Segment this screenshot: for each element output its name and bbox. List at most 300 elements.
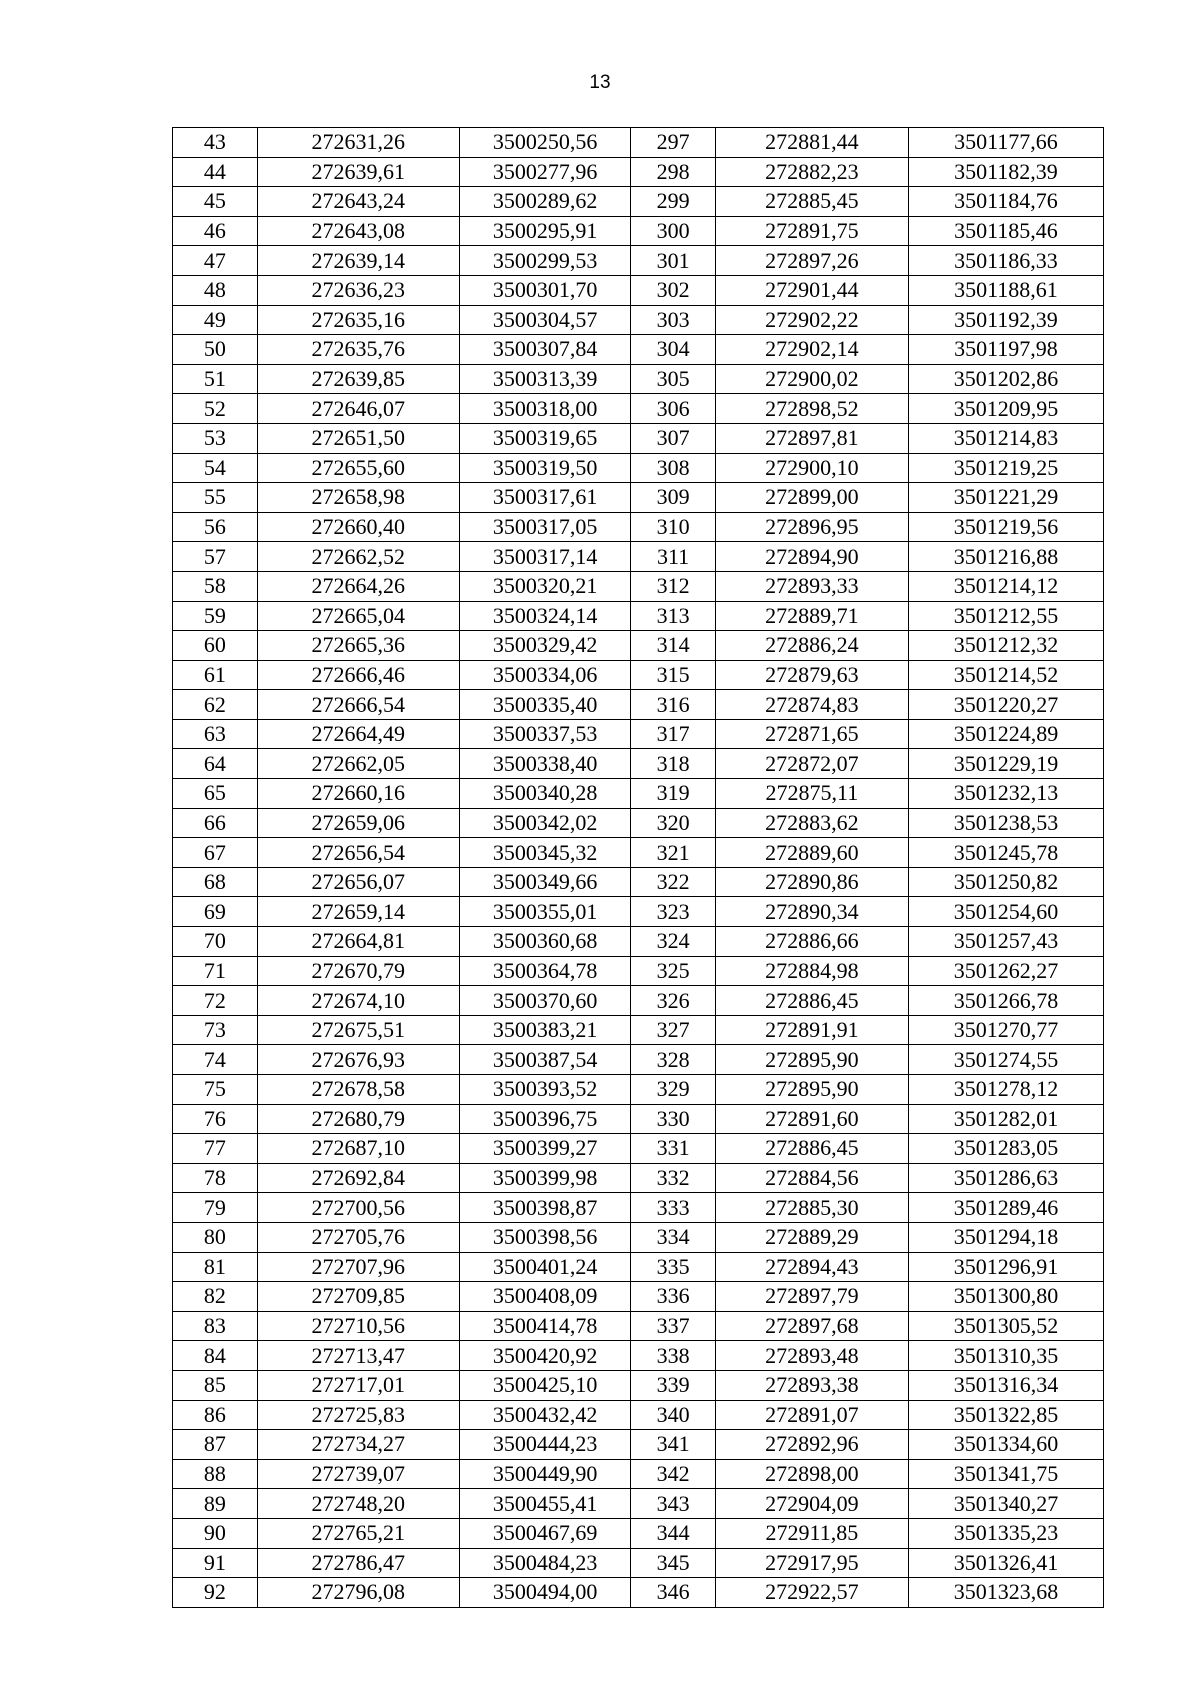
point-number-cell: 87 — [173, 1430, 258, 1460]
y-coordinate-cell: 3501296,91 — [908, 1252, 1103, 1282]
point-number-cell: 329 — [631, 1075, 716, 1105]
table-row — [173, 1134, 1104, 1164]
point-number-cell: 325 — [631, 956, 716, 986]
y-coordinate-cell: 3500295,91 — [459, 216, 630, 246]
x-coordinate-cell: 272680,79 — [257, 1104, 459, 1134]
coordinates-table — [172, 127, 1104, 1608]
x-coordinate-cell: 272894,90 — [715, 542, 908, 572]
y-coordinate-cell: 3501278,12 — [908, 1075, 1103, 1105]
x-coordinate-cell: 272705,76 — [257, 1222, 459, 1252]
x-coordinate-cell: 272646,07 — [257, 394, 459, 424]
y-coordinate-cell: 3500393,52 — [459, 1075, 630, 1105]
x-coordinate-cell: 272639,61 — [257, 157, 459, 187]
point-number-cell: 342 — [631, 1459, 716, 1489]
table-row — [173, 364, 1104, 394]
point-number-cell: 83 — [173, 1311, 258, 1341]
y-coordinate-cell: 3501221,29 — [908, 483, 1103, 513]
table-row — [173, 986, 1104, 1016]
point-number-cell: 91 — [173, 1548, 258, 1578]
x-coordinate-cell: 272786,47 — [257, 1548, 459, 1578]
point-number-cell: 323 — [631, 897, 716, 927]
point-number-cell: 312 — [631, 571, 716, 601]
x-coordinate-cell: 272796,08 — [257, 1578, 459, 1608]
table-row — [173, 542, 1104, 572]
x-coordinate-cell: 272670,79 — [257, 956, 459, 986]
table-row — [173, 187, 1104, 217]
point-number-cell: 317 — [631, 719, 716, 749]
y-coordinate-cell: 3500364,78 — [459, 956, 630, 986]
point-number-cell: 330 — [631, 1104, 716, 1134]
x-coordinate-cell: 272664,26 — [257, 571, 459, 601]
y-coordinate-cell: 3501335,23 — [908, 1518, 1103, 1548]
y-coordinate-cell: 3501209,95 — [908, 394, 1103, 424]
point-number-cell: 345 — [631, 1548, 716, 1578]
x-coordinate-cell: 272890,34 — [715, 897, 908, 927]
x-coordinate-cell: 272656,54 — [257, 838, 459, 868]
point-number-cell: 337 — [631, 1311, 716, 1341]
y-coordinate-cell: 3501184,76 — [908, 187, 1103, 217]
point-number-cell: 298 — [631, 157, 716, 187]
y-coordinate-cell: 3501232,13 — [908, 779, 1103, 809]
x-coordinate-cell: 272871,65 — [715, 719, 908, 749]
point-number-cell: 335 — [631, 1252, 716, 1282]
x-coordinate-cell: 272639,14 — [257, 246, 459, 276]
point-number-cell: 318 — [631, 749, 716, 779]
x-coordinate-cell: 272917,95 — [715, 1548, 908, 1578]
x-coordinate-cell: 272874,83 — [715, 690, 908, 720]
point-number-cell: 58 — [173, 571, 258, 601]
y-coordinate-cell: 3500250,56 — [459, 128, 630, 158]
y-coordinate-cell: 3501286,63 — [908, 1163, 1103, 1193]
y-coordinate-cell: 3500277,96 — [459, 157, 630, 187]
coordinates-table-body — [173, 128, 1104, 1608]
point-number-cell: 334 — [631, 1222, 716, 1252]
point-number-cell: 326 — [631, 986, 716, 1016]
x-coordinate-cell: 272922,57 — [715, 1578, 908, 1608]
table-row — [173, 1370, 1104, 1400]
x-coordinate-cell: 272889,71 — [715, 601, 908, 631]
x-coordinate-cell: 272890,86 — [715, 867, 908, 897]
table-row — [173, 867, 1104, 897]
point-number-cell: 301 — [631, 246, 716, 276]
x-coordinate-cell: 272901,44 — [715, 275, 908, 305]
y-coordinate-cell: 3501283,05 — [908, 1134, 1103, 1164]
point-number-cell: 336 — [631, 1282, 716, 1312]
point-number-cell: 73 — [173, 1015, 258, 1045]
x-coordinate-cell: 272739,07 — [257, 1459, 459, 1489]
point-number-cell: 67 — [173, 838, 258, 868]
table-row — [173, 1075, 1104, 1105]
y-coordinate-cell: 3500355,01 — [459, 897, 630, 927]
y-coordinate-cell: 3501270,77 — [908, 1015, 1103, 1045]
y-coordinate-cell: 3500432,42 — [459, 1400, 630, 1430]
y-coordinate-cell: 3501197,98 — [908, 335, 1103, 365]
point-number-cell: 50 — [173, 335, 258, 365]
y-coordinate-cell: 3501212,32 — [908, 631, 1103, 661]
table-row — [173, 305, 1104, 335]
point-number-cell: 65 — [173, 779, 258, 809]
x-coordinate-cell: 272713,47 — [257, 1341, 459, 1371]
point-number-cell: 51 — [173, 364, 258, 394]
point-number-cell: 77 — [173, 1134, 258, 1164]
point-number-cell: 328 — [631, 1045, 716, 1075]
y-coordinate-cell: 3501214,52 — [908, 660, 1103, 690]
x-coordinate-cell: 272897,68 — [715, 1311, 908, 1341]
x-coordinate-cell: 272891,07 — [715, 1400, 908, 1430]
x-coordinate-cell: 272882,23 — [715, 157, 908, 187]
y-coordinate-cell: 3501250,82 — [908, 867, 1103, 897]
y-coordinate-cell: 3500317,05 — [459, 512, 630, 542]
table-row — [173, 1252, 1104, 1282]
point-number-cell: 88 — [173, 1459, 258, 1489]
table-row — [173, 719, 1104, 749]
x-coordinate-cell: 272895,90 — [715, 1045, 908, 1075]
point-number-cell: 78 — [173, 1163, 258, 1193]
point-number-cell: 315 — [631, 660, 716, 690]
table-row — [173, 128, 1104, 158]
x-coordinate-cell: 272898,00 — [715, 1459, 908, 1489]
point-number-cell: 74 — [173, 1045, 258, 1075]
x-coordinate-cell: 272893,48 — [715, 1341, 908, 1371]
point-number-cell: 300 — [631, 216, 716, 246]
y-coordinate-cell: 3501214,83 — [908, 423, 1103, 453]
x-coordinate-cell: 272879,63 — [715, 660, 908, 690]
x-coordinate-cell: 272664,49 — [257, 719, 459, 749]
y-coordinate-cell: 3500301,70 — [459, 275, 630, 305]
x-coordinate-cell: 272710,56 — [257, 1311, 459, 1341]
x-coordinate-cell: 272674,10 — [257, 986, 459, 1016]
point-number-cell: 327 — [631, 1015, 716, 1045]
point-number-cell: 45 — [173, 187, 258, 217]
x-coordinate-cell: 272734,27 — [257, 1430, 459, 1460]
x-coordinate-cell: 272891,60 — [715, 1104, 908, 1134]
point-number-cell: 303 — [631, 305, 716, 335]
y-coordinate-cell: 3501192,39 — [908, 305, 1103, 335]
y-coordinate-cell: 3500467,69 — [459, 1518, 630, 1548]
point-number-cell: 49 — [173, 305, 258, 335]
x-coordinate-cell: 272884,56 — [715, 1163, 908, 1193]
y-coordinate-cell: 3500401,24 — [459, 1252, 630, 1282]
table-row — [173, 1311, 1104, 1341]
x-coordinate-cell: 272899,00 — [715, 483, 908, 513]
x-coordinate-cell: 272881,44 — [715, 128, 908, 158]
x-coordinate-cell: 272893,38 — [715, 1370, 908, 1400]
y-coordinate-cell: 3500304,57 — [459, 305, 630, 335]
x-coordinate-cell: 272900,10 — [715, 453, 908, 483]
point-number-cell: 80 — [173, 1222, 258, 1252]
table-row — [173, 749, 1104, 779]
table-row — [173, 1163, 1104, 1193]
y-coordinate-cell: 3501323,68 — [908, 1578, 1103, 1608]
y-coordinate-cell: 3500360,68 — [459, 927, 630, 957]
point-number-cell: 54 — [173, 453, 258, 483]
x-coordinate-cell: 272707,96 — [257, 1252, 459, 1282]
point-number-cell: 311 — [631, 542, 716, 572]
table-row — [173, 1282, 1104, 1312]
y-coordinate-cell: 3500444,23 — [459, 1430, 630, 1460]
x-coordinate-cell: 272639,85 — [257, 364, 459, 394]
y-coordinate-cell: 3500340,28 — [459, 779, 630, 809]
x-coordinate-cell: 272883,62 — [715, 808, 908, 838]
x-coordinate-cell: 272651,50 — [257, 423, 459, 453]
point-number-cell: 57 — [173, 542, 258, 572]
y-coordinate-cell: 3501202,86 — [908, 364, 1103, 394]
y-coordinate-cell: 3500349,66 — [459, 867, 630, 897]
table-row — [173, 423, 1104, 453]
point-number-cell: 85 — [173, 1370, 258, 1400]
y-coordinate-cell: 3501219,25 — [908, 453, 1103, 483]
y-coordinate-cell: 3501177,66 — [908, 128, 1103, 158]
point-number-cell: 340 — [631, 1400, 716, 1430]
y-coordinate-cell: 3501305,52 — [908, 1311, 1103, 1341]
x-coordinate-cell: 272889,29 — [715, 1222, 908, 1252]
y-coordinate-cell: 3501322,85 — [908, 1400, 1103, 1430]
point-number-cell: 64 — [173, 749, 258, 779]
y-coordinate-cell: 3501220,27 — [908, 690, 1103, 720]
point-number-cell: 71 — [173, 956, 258, 986]
point-number-cell: 324 — [631, 927, 716, 957]
point-number-cell: 304 — [631, 335, 716, 365]
point-number-cell: 55 — [173, 483, 258, 513]
x-coordinate-cell: 272675,51 — [257, 1015, 459, 1045]
table-row — [173, 335, 1104, 365]
table-row — [173, 1045, 1104, 1075]
table-row — [173, 956, 1104, 986]
x-coordinate-cell: 272893,33 — [715, 571, 908, 601]
y-coordinate-cell: 3501340,27 — [908, 1489, 1103, 1519]
point-number-cell: 61 — [173, 660, 258, 690]
y-coordinate-cell: 3501334,60 — [908, 1430, 1103, 1460]
y-coordinate-cell: 3500408,09 — [459, 1282, 630, 1312]
x-coordinate-cell: 272666,46 — [257, 660, 459, 690]
x-coordinate-cell: 272662,05 — [257, 749, 459, 779]
point-number-cell: 63 — [173, 719, 258, 749]
y-coordinate-cell: 3501212,55 — [908, 601, 1103, 631]
y-coordinate-cell: 3501300,80 — [908, 1282, 1103, 1312]
point-number-cell: 81 — [173, 1252, 258, 1282]
x-coordinate-cell: 272635,16 — [257, 305, 459, 335]
y-coordinate-cell: 3500317,14 — [459, 542, 630, 572]
point-number-cell: 79 — [173, 1193, 258, 1223]
y-coordinate-cell: 3500414,78 — [459, 1311, 630, 1341]
point-number-cell: 316 — [631, 690, 716, 720]
x-coordinate-cell: 272631,26 — [257, 128, 459, 158]
y-coordinate-cell: 3500319,50 — [459, 453, 630, 483]
y-coordinate-cell: 3501186,33 — [908, 246, 1103, 276]
y-coordinate-cell: 3501316,34 — [908, 1370, 1103, 1400]
x-coordinate-cell: 272889,60 — [715, 838, 908, 868]
y-coordinate-cell: 3501188,61 — [908, 275, 1103, 305]
table-row — [173, 1341, 1104, 1371]
point-number-cell: 82 — [173, 1282, 258, 1312]
y-coordinate-cell: 3500342,02 — [459, 808, 630, 838]
x-coordinate-cell: 272643,24 — [257, 187, 459, 217]
y-coordinate-cell: 3500299,53 — [459, 246, 630, 276]
x-coordinate-cell: 272643,08 — [257, 216, 459, 246]
y-coordinate-cell: 3501289,46 — [908, 1193, 1103, 1223]
table-row — [173, 1548, 1104, 1578]
point-number-cell: 308 — [631, 453, 716, 483]
point-number-cell: 346 — [631, 1578, 716, 1608]
y-coordinate-cell: 3500370,60 — [459, 986, 630, 1016]
x-coordinate-cell: 272891,75 — [715, 216, 908, 246]
x-coordinate-cell: 272900,02 — [715, 364, 908, 394]
y-coordinate-cell: 3500317,61 — [459, 483, 630, 513]
x-coordinate-cell: 272660,16 — [257, 779, 459, 809]
y-coordinate-cell: 3500313,39 — [459, 364, 630, 394]
point-number-cell: 43 — [173, 128, 258, 158]
y-coordinate-cell: 3501224,89 — [908, 719, 1103, 749]
point-number-cell: 302 — [631, 275, 716, 305]
y-coordinate-cell: 3501341,75 — [908, 1459, 1103, 1489]
y-coordinate-cell: 3501245,78 — [908, 838, 1103, 868]
point-number-cell: 332 — [631, 1163, 716, 1193]
point-number-cell: 53 — [173, 423, 258, 453]
table-row — [173, 660, 1104, 690]
x-coordinate-cell: 272886,45 — [715, 1134, 908, 1164]
y-coordinate-cell: 3501185,46 — [908, 216, 1103, 246]
point-number-cell: 66 — [173, 808, 258, 838]
table-row — [173, 690, 1104, 720]
point-number-cell: 322 — [631, 867, 716, 897]
y-coordinate-cell: 3500396,75 — [459, 1104, 630, 1134]
x-coordinate-cell: 272886,66 — [715, 927, 908, 957]
x-coordinate-cell: 272885,30 — [715, 1193, 908, 1223]
point-number-cell: 90 — [173, 1518, 258, 1548]
y-coordinate-cell: 3500289,62 — [459, 187, 630, 217]
table-row — [173, 1430, 1104, 1460]
point-number-cell: 338 — [631, 1341, 716, 1371]
y-coordinate-cell: 3501310,35 — [908, 1341, 1103, 1371]
x-coordinate-cell: 272656,07 — [257, 867, 459, 897]
point-number-cell: 320 — [631, 808, 716, 838]
point-number-cell: 44 — [173, 157, 258, 187]
table-row — [173, 808, 1104, 838]
y-coordinate-cell: 3500324,14 — [459, 601, 630, 631]
table-row — [173, 1459, 1104, 1489]
table-row — [173, 246, 1104, 276]
point-number-cell: 62 — [173, 690, 258, 720]
y-coordinate-cell: 3500398,56 — [459, 1222, 630, 1252]
x-coordinate-cell: 272662,52 — [257, 542, 459, 572]
x-coordinate-cell: 272687,10 — [257, 1134, 459, 1164]
x-coordinate-cell: 272897,79 — [715, 1282, 908, 1312]
x-coordinate-cell: 272660,40 — [257, 512, 459, 542]
point-number-cell: 56 — [173, 512, 258, 542]
y-coordinate-cell: 3500307,84 — [459, 335, 630, 365]
point-number-cell: 339 — [631, 1370, 716, 1400]
x-coordinate-cell: 272678,58 — [257, 1075, 459, 1105]
point-number-cell: 46 — [173, 216, 258, 246]
table-row — [173, 394, 1104, 424]
y-coordinate-cell: 3500318,00 — [459, 394, 630, 424]
table-row — [173, 1578, 1104, 1608]
x-coordinate-cell: 272700,56 — [257, 1193, 459, 1223]
y-coordinate-cell: 3500383,21 — [459, 1015, 630, 1045]
x-coordinate-cell: 272904,09 — [715, 1489, 908, 1519]
point-number-cell: 70 — [173, 927, 258, 957]
table-row — [173, 1104, 1104, 1134]
table-row — [173, 631, 1104, 661]
point-number-cell: 344 — [631, 1518, 716, 1548]
y-coordinate-cell: 3500494,00 — [459, 1578, 630, 1608]
x-coordinate-cell: 272664,81 — [257, 927, 459, 957]
y-coordinate-cell: 3500387,54 — [459, 1045, 630, 1075]
y-coordinate-cell: 3500449,90 — [459, 1459, 630, 1489]
y-coordinate-cell: 3501214,12 — [908, 571, 1103, 601]
x-coordinate-cell: 272902,14 — [715, 335, 908, 365]
x-coordinate-cell: 272717,01 — [257, 1370, 459, 1400]
y-coordinate-cell: 3500455,41 — [459, 1489, 630, 1519]
y-coordinate-cell: 3500399,27 — [459, 1134, 630, 1164]
point-number-cell: 309 — [631, 483, 716, 513]
point-number-cell: 299 — [631, 187, 716, 217]
y-coordinate-cell: 3501182,39 — [908, 157, 1103, 187]
x-coordinate-cell: 272665,04 — [257, 601, 459, 631]
table-row — [173, 779, 1104, 809]
table-row — [173, 1400, 1104, 1430]
table-row — [173, 1518, 1104, 1548]
table-row — [173, 453, 1104, 483]
x-coordinate-cell: 272655,60 — [257, 453, 459, 483]
x-coordinate-cell: 272676,93 — [257, 1045, 459, 1075]
table-row — [173, 216, 1104, 246]
x-coordinate-cell: 272897,26 — [715, 246, 908, 276]
y-coordinate-cell: 3500329,42 — [459, 631, 630, 661]
y-coordinate-cell: 3500334,06 — [459, 660, 630, 690]
point-number-cell: 313 — [631, 601, 716, 631]
point-number-cell: 310 — [631, 512, 716, 542]
point-number-cell: 76 — [173, 1104, 258, 1134]
x-coordinate-cell: 272659,14 — [257, 897, 459, 927]
page-number: 13 — [589, 72, 611, 93]
y-coordinate-cell: 3501254,60 — [908, 897, 1103, 927]
point-number-cell: 297 — [631, 128, 716, 158]
point-number-cell: 306 — [631, 394, 716, 424]
point-number-cell: 84 — [173, 1341, 258, 1371]
x-coordinate-cell: 272892,96 — [715, 1430, 908, 1460]
table-row — [173, 157, 1104, 187]
x-coordinate-cell: 272692,84 — [257, 1163, 459, 1193]
y-coordinate-cell: 3500420,92 — [459, 1341, 630, 1371]
y-coordinate-cell: 3501238,53 — [908, 808, 1103, 838]
y-coordinate-cell: 3500398,87 — [459, 1193, 630, 1223]
point-number-cell: 72 — [173, 986, 258, 1016]
y-coordinate-cell: 3501257,43 — [908, 927, 1103, 957]
point-number-cell: 60 — [173, 631, 258, 661]
x-coordinate-cell: 272894,43 — [715, 1252, 908, 1282]
x-coordinate-cell: 272658,98 — [257, 483, 459, 513]
x-coordinate-cell: 272891,91 — [715, 1015, 908, 1045]
table-row — [173, 897, 1104, 927]
y-coordinate-cell: 3501219,56 — [908, 512, 1103, 542]
point-number-cell: 59 — [173, 601, 258, 631]
y-coordinate-cell: 3501274,55 — [908, 1045, 1103, 1075]
table-row — [173, 512, 1104, 542]
point-number-cell: 321 — [631, 838, 716, 868]
point-number-cell: 343 — [631, 1489, 716, 1519]
y-coordinate-cell: 3501216,88 — [908, 542, 1103, 572]
table-row — [173, 927, 1104, 957]
table-row — [173, 838, 1104, 868]
x-coordinate-cell: 272666,54 — [257, 690, 459, 720]
x-coordinate-cell: 272885,45 — [715, 187, 908, 217]
y-coordinate-cell: 3501266,78 — [908, 986, 1103, 1016]
y-coordinate-cell: 3500335,40 — [459, 690, 630, 720]
x-coordinate-cell: 272636,23 — [257, 275, 459, 305]
x-coordinate-cell: 272872,07 — [715, 749, 908, 779]
y-coordinate-cell: 3501229,19 — [908, 749, 1103, 779]
